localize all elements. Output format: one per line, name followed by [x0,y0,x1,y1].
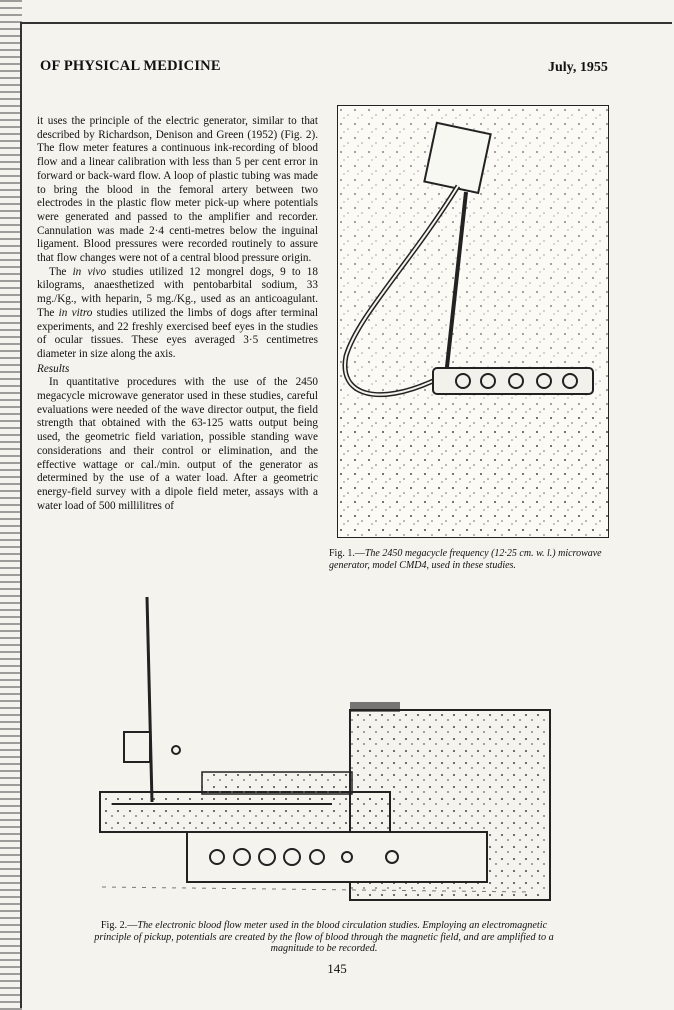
binding-edge [0,0,22,1010]
running-header: OF PHYSICAL MEDICINE [40,58,221,74]
paragraph-methods: The in vivo studies utilized 12 mongrel dogs, 9 to 18 kilograms, anaesthetized with pentobarbital sodium, 33 mg./Kg., with heparin, 5 mg./Kg., used as an anticoagulant. The in vitro studies utilized the limbs of dogs after terminal experiments, and 22 freshly exercised beef eyes in the studies of ocular tissues. These eyes averaged 3·5 centimetres diameter in size along the axis. [37,265,318,360]
body-column [37,115,318,513]
blood-flow-meter-illustration [92,592,552,902]
figure-1-caption: Fig. 1.—The 2450 megacycle frequency (12·25 cm. w. l.) microwave generator, model CMD4, used in these studies. [329,548,602,571]
page-number: 145 [327,961,347,976]
paragraph-flow-meter: it uses the principle of the electric generator, similar to that described by Richardson, Denison and Green (1952) (Fig. 2). The flow meter features a continuous ink-recording of blood flow and a linear calibration with less than 5 per cent error in forward or back-ward flow. A loop of plastic tubing was made to bring the blood in the femoral artery between two electrodes in the plastic flow meter pick-up where potentials were generated and passed to the amplifier and recorder. Cannulation was made 2·4 centi-metres below the inguinal ligament. Blood pressures were recorded routinely to assure that flow changes were not of a central blood pressure origin. [37,115,318,265]
figure-2-caption: Fig. 2.—The electronic blood flow meter used in the blood circulation studies. Employing an electromagnetic principle of pickup, potentials are created by the flow of blood through the magnetic field, and are amplified to a magnitude to be recorded. [94,920,554,955]
paragraph-results: In quantitative procedures with the use of the 2450 megacycle microwave generator used in these studies, careful evaluations were needed of the wave director output, the field strength that obtained with the 63-125 watts output being used, the geometric field variation, possible standing wave considerations and their control or elimination, and the effective wattage or cal./min. output of the generator as determined by the use of a water load. After a geometric energy-field survey with a dipole field meter, assays with a water load of 500 millilitres of [37,376,318,512]
figure-2-photo [92,592,552,902]
microwave-generator-illustration [338,106,608,537]
figure-1-photo [337,105,609,538]
section-heading-results: Results [37,362,70,375]
issue-date: July, 1955 [548,60,608,75]
